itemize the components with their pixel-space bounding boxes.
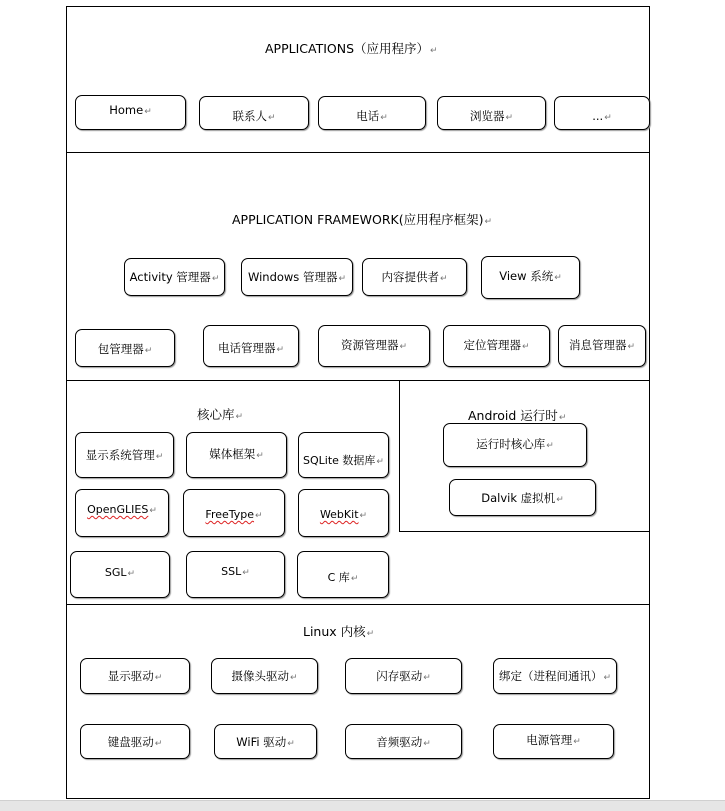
app-contacts-label: 联系人 bbox=[232, 109, 267, 123]
krn-flash-driver-label: 闪存驱动 bbox=[376, 669, 423, 683]
framework-title: APPLICATION FRAMEWORK(应用程序框架)↵ bbox=[232, 212, 493, 227]
krn-binder-ipc-box: 绑定（进程间通讯）↵ bbox=[493, 658, 617, 694]
divider-runtime-bottom bbox=[399, 531, 650, 532]
lib-freetype-label: FreeType bbox=[205, 508, 255, 521]
lib-libc-box: C 库↵ bbox=[297, 551, 389, 598]
app-phone-label: 电话 bbox=[356, 109, 380, 123]
app-contacts-box: 联系人↵ bbox=[199, 96, 309, 130]
lib-surface-manager-label: 显示系统管理 bbox=[85, 448, 155, 462]
app-more-box: ...↵ bbox=[554, 96, 650, 130]
app-home-label: Home bbox=[109, 103, 144, 117]
divider-applications-framework bbox=[66, 152, 650, 153]
lib-libc-label: C 库 bbox=[327, 571, 350, 584]
fw-activity-manager-label: Activity 管理器 bbox=[129, 270, 211, 284]
krn-wifi-driver-box: WiFi 驱动↵ bbox=[214, 724, 317, 759]
lib-media-framework-box: 媒体框架↵ bbox=[186, 432, 287, 478]
krn-camera-driver-label: 摄像头驱动 bbox=[231, 669, 289, 683]
app-home-box: Home↵ bbox=[75, 95, 186, 130]
krn-power-management-label: 电源管理 bbox=[526, 733, 573, 747]
libraries-title: 核心库↵ bbox=[197, 407, 244, 422]
divider-libraries-kernel bbox=[66, 604, 650, 605]
applications-title: APPLICATIONS（应用程序）↵ bbox=[265, 41, 438, 56]
lib-ssl-box: SSL↵ bbox=[186, 551, 285, 598]
page-bottom-edge bbox=[0, 800, 725, 811]
fw-content-provider-label: 内容提供者 bbox=[381, 270, 439, 284]
app-more-label: ... bbox=[592, 109, 604, 123]
fw-view-system-label: View 系统 bbox=[499, 269, 554, 283]
krn-power-management-box: 电源管理↵ bbox=[493, 724, 614, 759]
krn-audio-driver-label: 音频驱动 bbox=[376, 735, 423, 749]
lib-sgl-label: SGL bbox=[104, 566, 127, 579]
fw-notification-manager-box: 消息管理器↵ bbox=[558, 325, 646, 367]
app-browser-box: 浏览器↵ bbox=[437, 96, 546, 130]
app-browser-label: 浏览器 bbox=[469, 109, 505, 123]
fw-location-manager-label: 定位管理器 bbox=[463, 338, 521, 352]
lib-opengles-label: OpenGLIES bbox=[87, 503, 149, 516]
fw-windows-manager-box: Windows 管理器↵ bbox=[241, 258, 353, 296]
krn-display-driver-box: 显示驱动↵ bbox=[80, 658, 190, 694]
divider-libraries-runtime bbox=[399, 380, 400, 531]
krn-wifi-driver-label: WiFi 驱动 bbox=[236, 735, 287, 749]
krn-audio-driver-box: 音频驱动↵ bbox=[345, 724, 462, 759]
fw-location-manager-box: 定位管理器↵ bbox=[443, 325, 550, 367]
kernel-title: Linux 内核↵ bbox=[303, 624, 375, 639]
lib-surface-manager-box: 显示系统管理↵ bbox=[75, 432, 174, 478]
fw-resource-manager-label: 资源管理器 bbox=[340, 338, 399, 352]
krn-binder-ipc-label: 绑定（进程间通讯） bbox=[498, 669, 603, 683]
krn-camera-driver-box: 摄像头驱动↵ bbox=[211, 658, 318, 694]
rt-core-libraries-label: 运行时核心库 bbox=[476, 437, 546, 451]
fw-activity-manager-box: Activity 管理器↵ bbox=[124, 258, 225, 296]
krn-keyboard-driver-box: 键盘驱动↵ bbox=[80, 724, 190, 759]
fw-content-provider-box: 内容提供者↵ bbox=[362, 258, 467, 296]
lib-ssl-label: SSL bbox=[221, 565, 242, 578]
fw-telephony-manager-box: 电话管理器↵ bbox=[203, 325, 299, 367]
lib-webkit-label: WebKit bbox=[319, 508, 359, 521]
lib-opengles-box: OpenGLIES↵ bbox=[75, 489, 169, 537]
lib-sgl-box: SGL↵ bbox=[70, 551, 170, 598]
rt-dalvik-vm-label: Dalvik 虚拟机 bbox=[481, 491, 556, 505]
fw-view-system-box: View 系统↵ bbox=[481, 256, 580, 299]
lib-media-framework-label: 媒体框架 bbox=[209, 447, 256, 461]
divider-framework-libraries bbox=[66, 380, 650, 381]
rt-core-libraries-box: 运行时核心库↵ bbox=[443, 423, 587, 467]
krn-flash-driver-box: 闪存驱动↵ bbox=[345, 658, 462, 694]
fw-telephony-manager-label: 电话管理器 bbox=[217, 341, 276, 355]
rt-dalvik-vm-box: Dalvik 虚拟机↵ bbox=[449, 479, 596, 516]
lib-sqlite-label: SQLite 数据库 bbox=[303, 454, 376, 467]
fw-notification-manager-label: 消息管理器 bbox=[568, 338, 627, 352]
app-phone-box: 电话↵ bbox=[318, 96, 426, 130]
runtime-title: Android 运行时↵ bbox=[468, 408, 567, 423]
fw-resource-manager-box: 资源管理器↵ bbox=[318, 325, 430, 367]
fw-windows-manager-label: Windows 管理器 bbox=[247, 270, 338, 284]
fw-package-manager-box: 包管理器↵ bbox=[75, 329, 175, 367]
krn-display-driver-label: 显示驱动 bbox=[107, 669, 154, 683]
lib-webkit-box: WebKit↵ bbox=[298, 489, 389, 537]
krn-keyboard-driver-label: 键盘驱动 bbox=[107, 735, 154, 749]
lib-sqlite-box: SQLite 数据库↵ bbox=[298, 432, 389, 478]
lib-freetype-box: FreeType↵ bbox=[183, 489, 285, 537]
fw-package-manager-label: 包管理器 bbox=[97, 342, 144, 356]
